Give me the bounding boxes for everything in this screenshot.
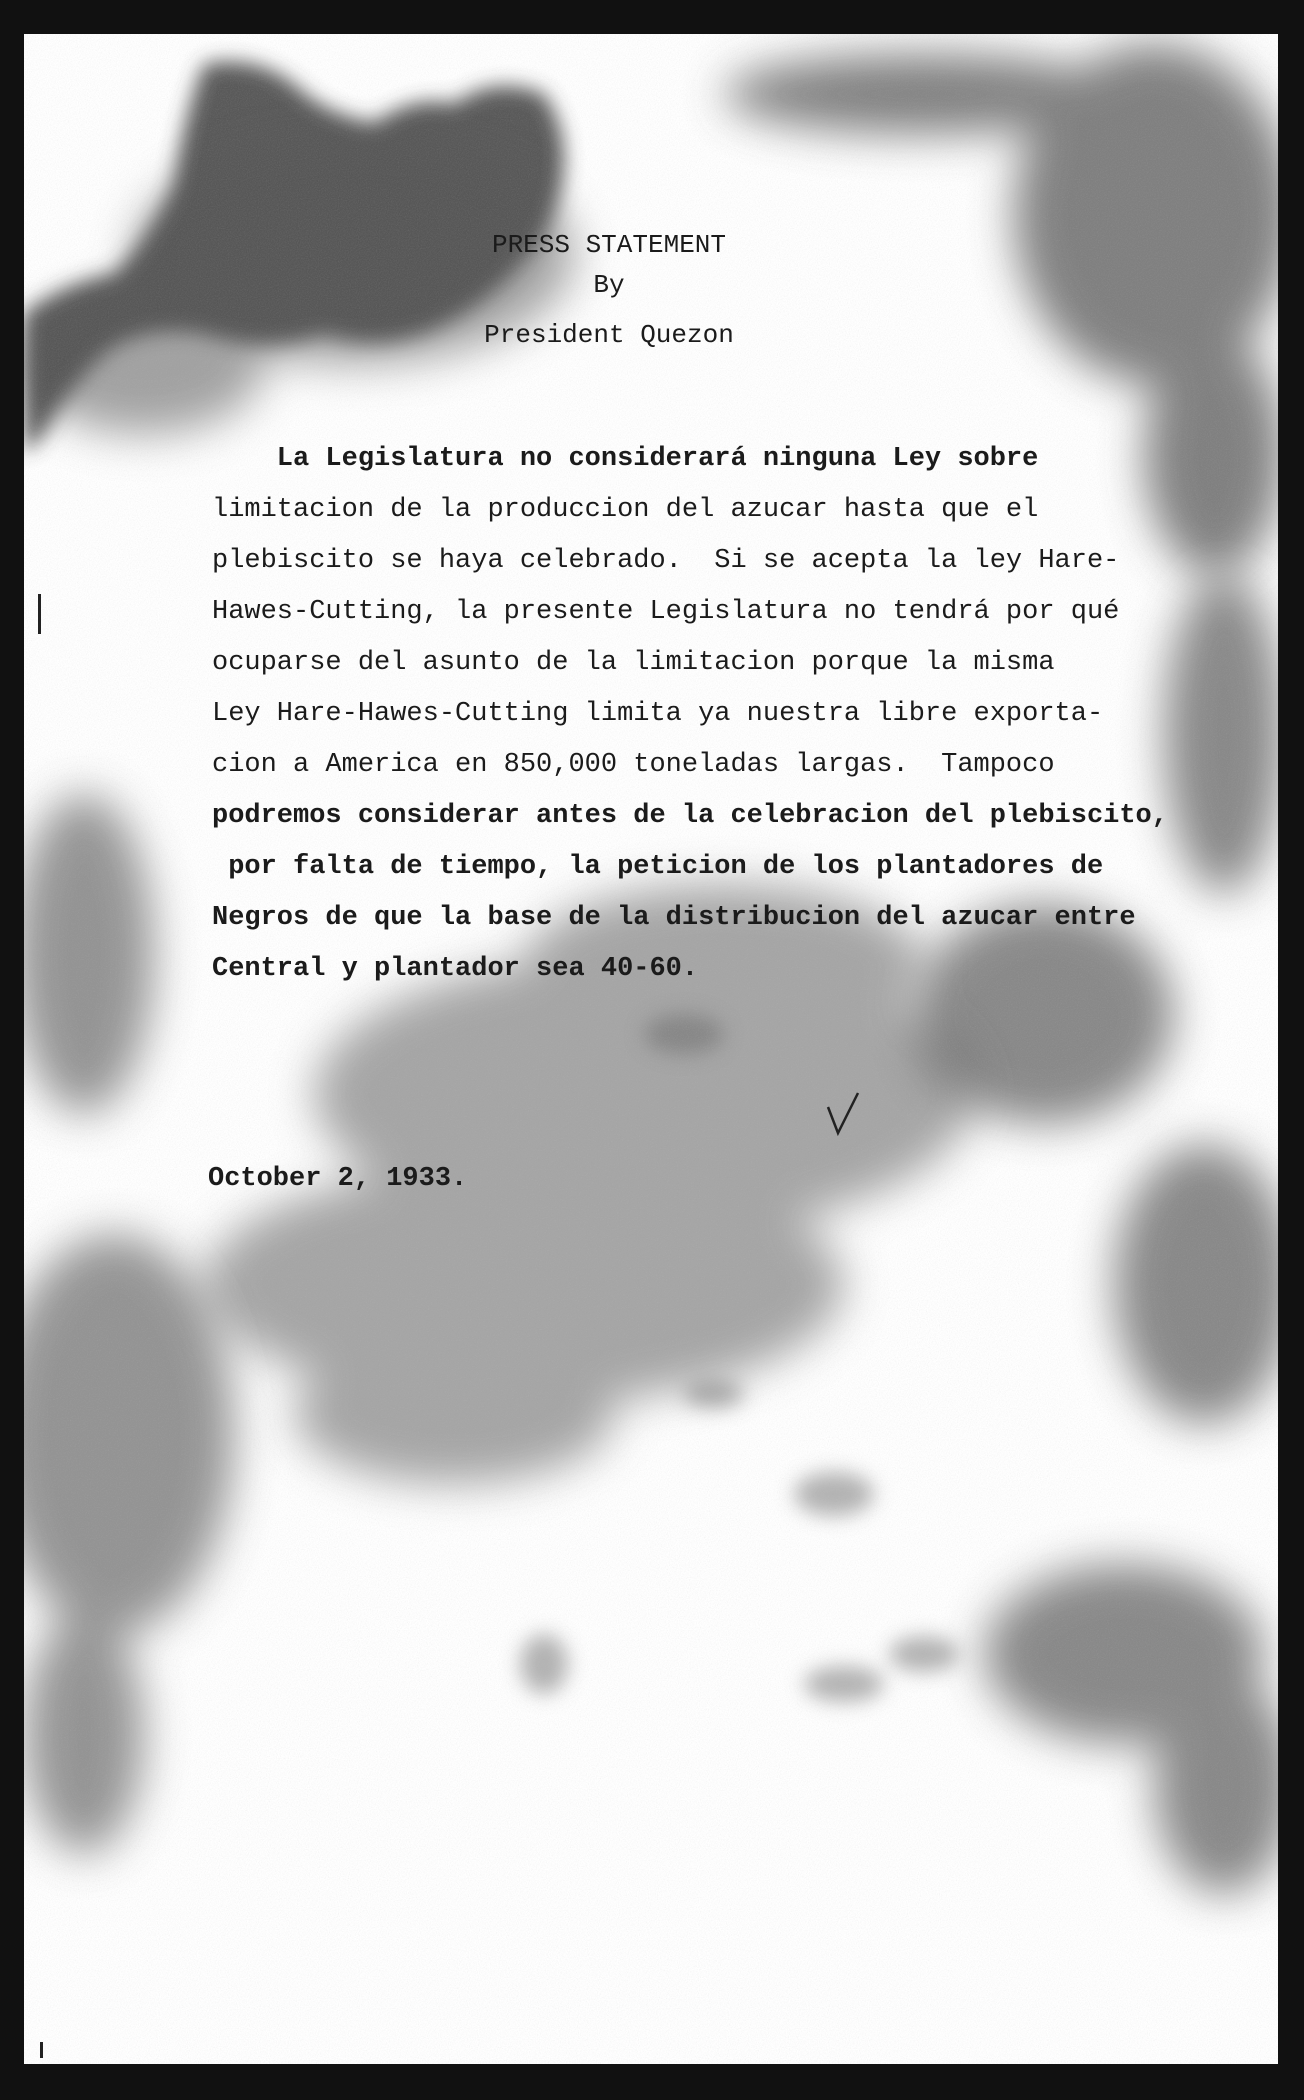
byline: By (593, 270, 625, 300)
statement-body (212, 434, 1192, 995)
document-title: PRESS STATEMENT (491, 230, 727, 260)
margin-mark (38, 594, 41, 634)
body-line: Ley Hare-Hawes-Cutting limita ya nuestra libre exporta- (212, 699, 1104, 729)
body-line: Central y plantador sea 40-60. (212, 954, 699, 984)
document-page (24, 34, 1278, 2064)
margin-mark (40, 2042, 43, 2058)
body-line: cion a America en 850,000 toneladas largas. Tampoco (212, 750, 1055, 780)
body-line: ocuparse del asunto de la limitacion porque la misma (212, 648, 1055, 678)
author-name: President Quezon (484, 320, 734, 350)
body-line: La Legislatura no considerará ninguna Ley sobre (212, 444, 1039, 474)
checkmark-icon (824, 1089, 864, 1139)
body-line: Hawes-Cutting, la presente Legislatura no tendrá por qué (212, 597, 1120, 627)
body-line: por falta de tiempo, la peticion de los plantadores de (212, 852, 1104, 882)
body-line: podremos considerar antes de la celebracion del plebiscito, (212, 801, 1168, 831)
body-line: plebiscito se haya celebrado. Si se acepta la ley Hare- (212, 546, 1120, 576)
statement-date: October 2, 1933. (208, 1164, 468, 1194)
body-line: limitacion de la produccion del azucar hasta que el (212, 495, 1039, 525)
body-line: Negros de que la base de la distribucion del azucar entre (212, 903, 1136, 933)
